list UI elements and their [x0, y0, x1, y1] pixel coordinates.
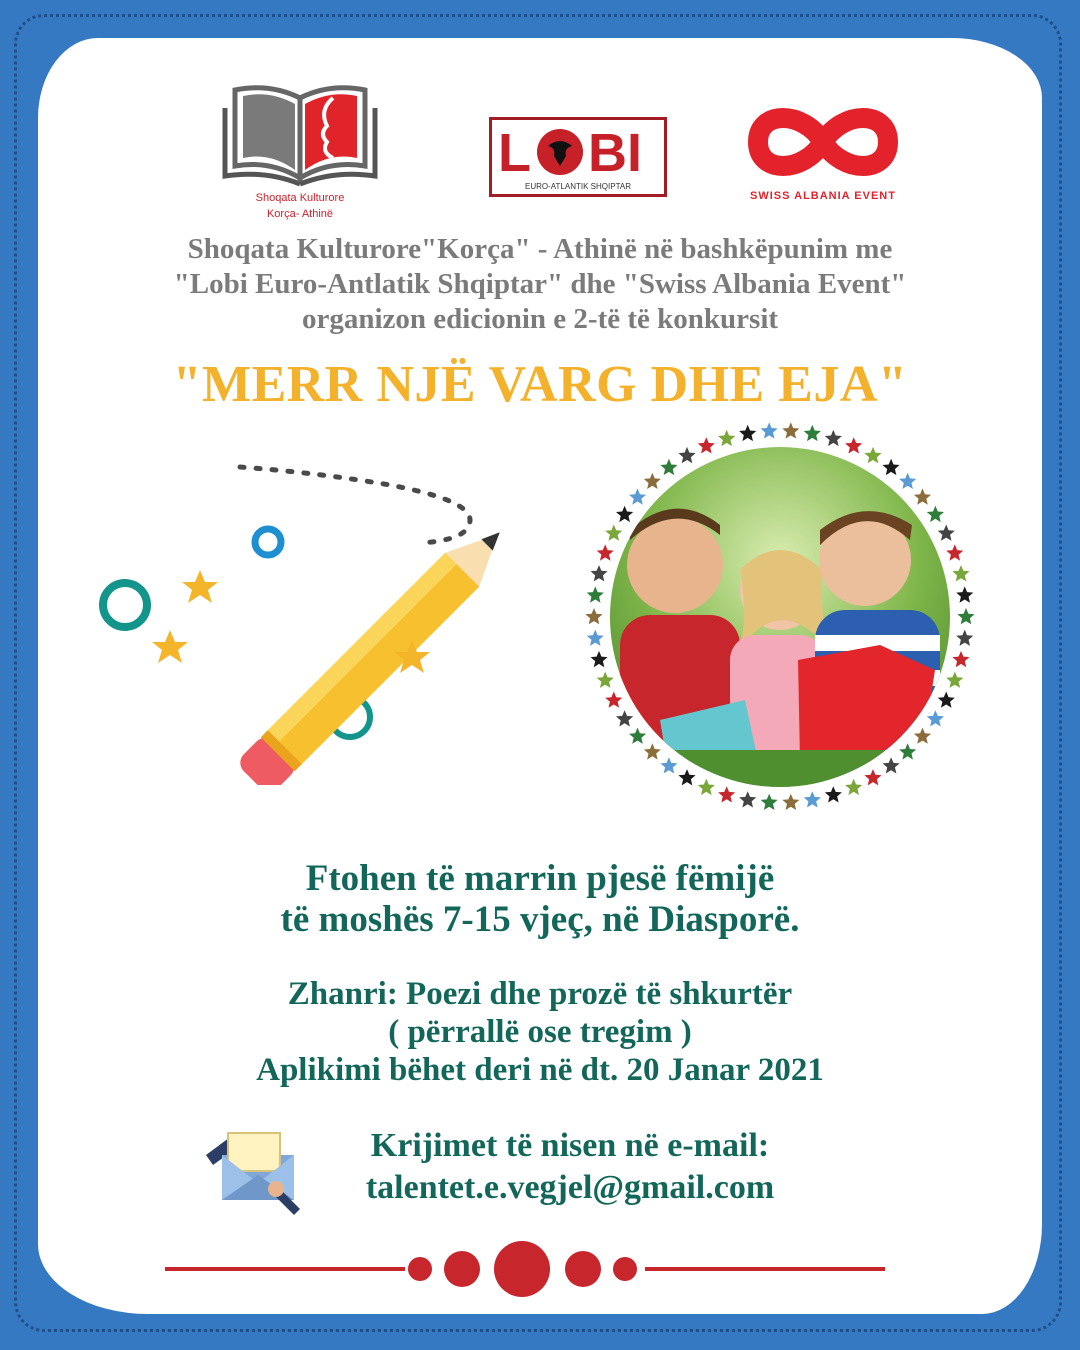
ring-star-icon — [914, 488, 931, 504]
ring-star-icon — [739, 425, 756, 441]
genre-line-2: ( përrallë ose tregim ) — [388, 1014, 692, 1050]
ring-star-icon — [946, 672, 963, 688]
ring-star-icon — [946, 544, 963, 560]
ring-star-icon — [883, 757, 900, 773]
ring-star-icon — [644, 743, 661, 759]
ring-star-icon — [660, 757, 677, 773]
envelope-icon — [198, 1125, 308, 1220]
ring-star-icon — [629, 728, 646, 744]
ring-star-icon — [644, 473, 661, 489]
intro-text — [0, 232, 1080, 337]
ring-star-icon — [899, 743, 916, 759]
decorative-divider — [165, 1236, 885, 1306]
ring-star-icon — [597, 544, 614, 560]
ring-star-icon — [804, 425, 821, 441]
swiss-albania-logo — [738, 100, 908, 210]
ring-star-icon — [587, 630, 604, 646]
lobi-logo-subtitle: EURO-ATLANTIK SHQIPTAR — [525, 182, 631, 191]
ring-star-icon — [761, 422, 778, 438]
swiss-albania-logo-text: SWISS ALBANIA EVENT — [750, 190, 896, 202]
ring-star-icon — [587, 586, 604, 602]
ring-star-icon — [782, 794, 799, 810]
korca-logo — [215, 78, 385, 228]
genre-text — [0, 975, 1080, 1089]
ring-star-icon — [825, 786, 842, 802]
ring-star-icon — [899, 473, 916, 489]
ring-star-icon — [864, 769, 881, 785]
ring-star-icon — [825, 430, 842, 446]
ring-star-icon — [883, 459, 900, 475]
ring-star-icon — [956, 586, 973, 602]
ring-star-icon — [952, 651, 969, 667]
pencil-illustration — [90, 455, 510, 785]
ring-star-icon — [952, 565, 969, 581]
lobi-logo-bi: BI — [588, 123, 642, 183]
ring-star-icon — [845, 779, 862, 795]
ring-star-icon — [605, 692, 622, 708]
intro-line-1: Shoqata Kulturore"Korça" - Athinë në bashkëpunim me — [187, 233, 893, 265]
ring-star-icon — [616, 710, 633, 726]
genre-line-1: Zhanri: Poezi dhe prozë të shkurtër — [287, 976, 793, 1012]
contest-title: "MERR NJË VARG DHE EJA" — [172, 356, 908, 413]
ring-star-icon — [660, 459, 677, 475]
invite-line-2: të moshës 7-15 vjeç, në Diasporë. — [280, 899, 800, 940]
invite-text — [0, 858, 1080, 940]
ring-star-icon — [718, 430, 735, 446]
ring-star-icon — [845, 437, 862, 453]
ring-star-icon — [739, 791, 756, 807]
ring-star-icon — [718, 786, 735, 802]
lobi-logo-l: L — [498, 123, 531, 183]
ring-star-icon — [782, 422, 799, 438]
ring-star-icon — [761, 794, 778, 810]
ring-star-icon — [914, 728, 931, 744]
email-text — [300, 1125, 840, 1209]
korca-logo-line2: Korça- Athinë — [266, 208, 334, 220]
ring-star-icon — [591, 565, 608, 581]
ring-star-icon — [956, 630, 973, 646]
ring-star-icon — [585, 608, 602, 624]
globe-eagle-icon — [534, 126, 586, 178]
ring-star-icon — [804, 791, 821, 807]
ring-star-icon — [591, 651, 608, 667]
ring-star-icon — [597, 672, 614, 688]
ring-star-icon — [629, 488, 646, 504]
intro-line-2: "Lobi Euro-Antlatik Shqiptar" dhe "Swiss Albania Event" — [173, 268, 907, 300]
ring-star-icon — [698, 437, 715, 453]
email-label: Krijimet të nisen në e-mail: — [370, 1127, 770, 1164]
open-book-icon — [215, 78, 385, 188]
deadline-line: Aplikimi bëhet deri në dt. 20 Janar 2021 — [256, 1052, 824, 1088]
ring-star-icon — [698, 779, 715, 795]
ring-star-icon — [927, 710, 944, 726]
infinity-icon — [738, 100, 908, 185]
children-reading-photo — [580, 420, 980, 820]
ring-star-icon — [938, 692, 955, 708]
ring-star-icon — [605, 525, 622, 541]
ring-star-icon — [927, 506, 944, 522]
ring-star-icon — [678, 769, 695, 785]
ring-star-icon — [678, 447, 695, 463]
ring-star-icon — [938, 525, 955, 541]
invite-line-1: Ftohen të marrin pjesë fëmijë — [305, 858, 775, 899]
email-address[interactable]: talentet.e.vegjel@gmail.com — [365, 1169, 775, 1206]
ring-star-icon — [616, 506, 633, 522]
korca-logo-line1: Shoqata Kulturore — [255, 192, 345, 204]
ring-star-icon — [864, 447, 881, 463]
lobi-logo — [489, 117, 667, 197]
ring-star-icon — [957, 608, 974, 624]
intro-line-3: organizon edicionin e 2-të të konkursit — [301, 303, 779, 335]
